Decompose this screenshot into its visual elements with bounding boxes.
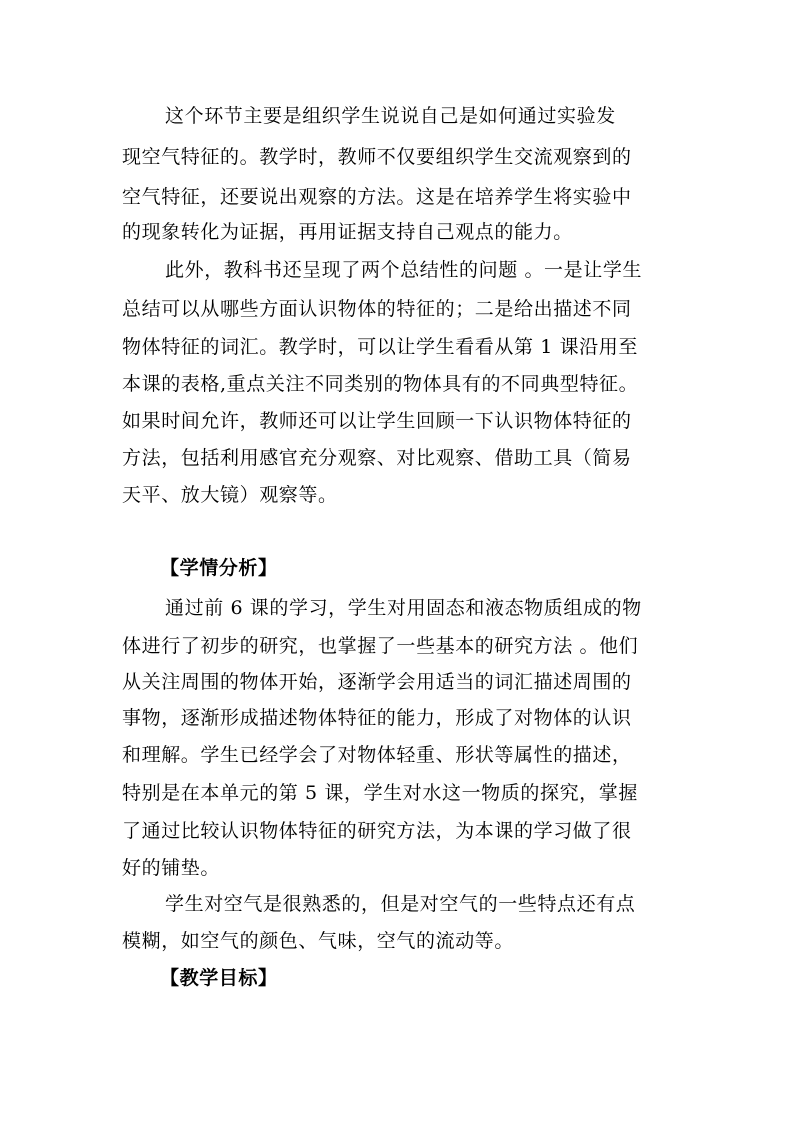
para4-line-2: 模糊，如空气的颜色、气味，空气的流动等。	[122, 930, 515, 952]
para3-line-7: 了通过比较认识物体特征的研究方法，为本课的学习做了很	[122, 820, 632, 842]
para4-line-1: 学生对空气是很熟悉的，但是对空气的一些特点还有点	[165, 893, 636, 915]
para3-line-6: 特别是在本单元的第 5 课，学生对水这一物质的探究，掌握	[122, 782, 638, 804]
para1-line-2: 现空气特征的。教学时，教师不仅要组织学生交流观察到的	[122, 146, 632, 168]
para2-line-2: 总结可以从哪些方面认识物体的特征的；二是给出描述不同	[122, 298, 632, 320]
para2-line-7: 天平、放大镜）观察等。	[122, 484, 338, 506]
para2-line-6: 方法，包括利用感官充分观察、对比观察、借助工具（简易	[122, 447, 632, 469]
para2-line-3: 物体特征的词汇。教学时，可以让学生看看从第 1 课沿用至	[122, 336, 638, 358]
para1-line-3: 空气特征，还要说出观察的方法。这是在培养学生将实验中	[122, 186, 632, 208]
heading-student-analysis: 【学情分析】	[160, 557, 278, 579]
para1-line-4: 的现象转化为证据，再用证据支持自己观点的能力。	[122, 221, 573, 243]
para3-line-2: 体进行了初步的研究，也掌握了一些基本的研究方法 。他们	[122, 635, 639, 657]
para3-line-3: 从关注周围的物体开始，逐渐学会用适当的词汇描述周围的	[122, 671, 632, 693]
para2-line-5: 如果时间允许，教师还可以让学生回顾一下认识物体特征的	[122, 410, 632, 432]
para2-line-1: 此外，教科书还呈现了两个总结性的问题 。一是让学生	[165, 259, 643, 281]
heading-teaching-goals: 【教学目标】	[160, 967, 278, 989]
para3-line-4: 事物，逐渐形成描述物体特征的能力，形成了对物体的认识	[122, 707, 632, 729]
para2-line-4: 本课的表格,重点关注不同类别的物体具有的不同典型特征。	[122, 373, 639, 395]
para1-line-1: 这个环节主要是组织学生说说自己是如何通过实验发	[165, 105, 616, 127]
para3-line-5: 和理解。学生已经学会了对物体轻重、形状等属性的描述，	[122, 744, 632, 766]
para3-line-8: 好的铺垫。	[122, 857, 221, 879]
para3-line-1: 通过前 6 课的学习，学生对用固态和液态物质组成的物	[165, 597, 642, 619]
